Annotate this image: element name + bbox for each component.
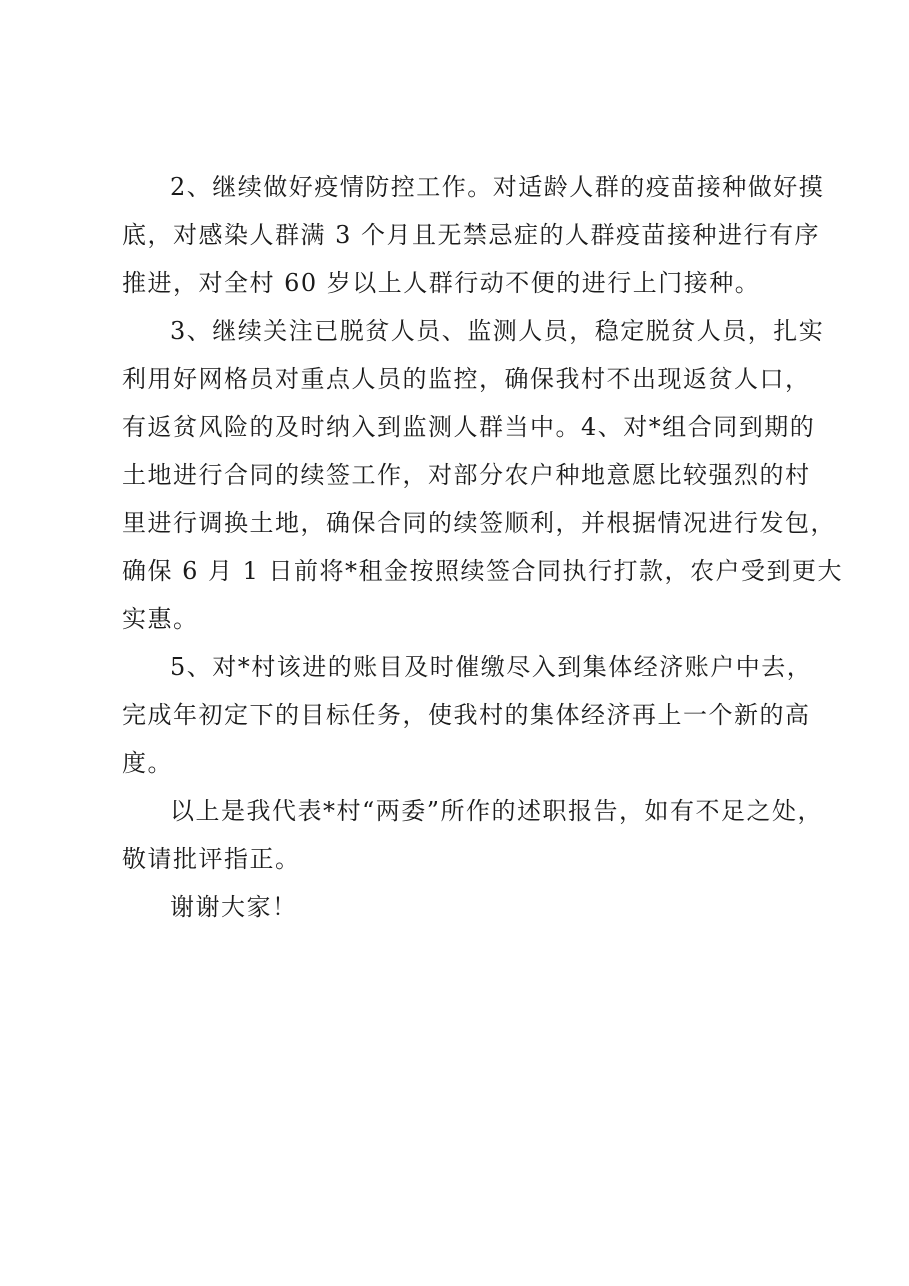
paragraph-2-line-2: 底，对感染人群满 3 个月且无禁忌症的人群疫苗接种进行有序: [122, 221, 821, 249]
paragraph-3-line-5: 里进行调换土地，确保合同的续签顺利，并根据情况进行发包，: [122, 509, 836, 537]
paragraph-5-line-2: 完成年初定下的目标任务，使我村的集体经济再上一个新的高: [122, 701, 811, 729]
paragraph-3-line-3: 有返贫风险的及时纳入到监测人群当中。4、对*组合同到期的: [122, 413, 816, 441]
thanks-line: 谢谢大家！: [170, 893, 298, 921]
paragraph-2-line-3: 推进，对全村 60 岁以上人群行动不便的进行上门接种。: [122, 269, 761, 297]
paragraph-3-line-7: 实惠。: [122, 605, 199, 633]
paragraph-2-line-1: 2、继续做好疫情防控工作。对适龄人群的疫苗接种做好摸: [170, 173, 825, 201]
paragraph-3-line-1: 3、继续关注已脱贫人员、监测人员，稳定脱贫人员，扎实: [170, 317, 825, 345]
paragraph-5-line-1: 5、对*村该进的账目及时催缴尽入到集体经济账户中去，: [170, 653, 813, 681]
paragraph-5-line-3: 度。: [122, 749, 173, 777]
paragraph-3-line-2: 利用好网格员对重点人员的监控，确保我村不出现返贫人口，: [122, 365, 811, 393]
paragraph-3-line-4: 土地进行合同的续签工作，对部分农户种地意愿比较强烈的村: [122, 461, 811, 489]
paragraph-3-line-6: 确保 6 月 1 日前将*租金按照续签合同执行打款，农户受到更大: [122, 557, 844, 585]
closing-line-1: 以上是我代表*村“两委”所作的述职报告，如有不足之处，: [170, 797, 824, 825]
closing-line-2: 敬请批评指正。: [122, 845, 301, 873]
